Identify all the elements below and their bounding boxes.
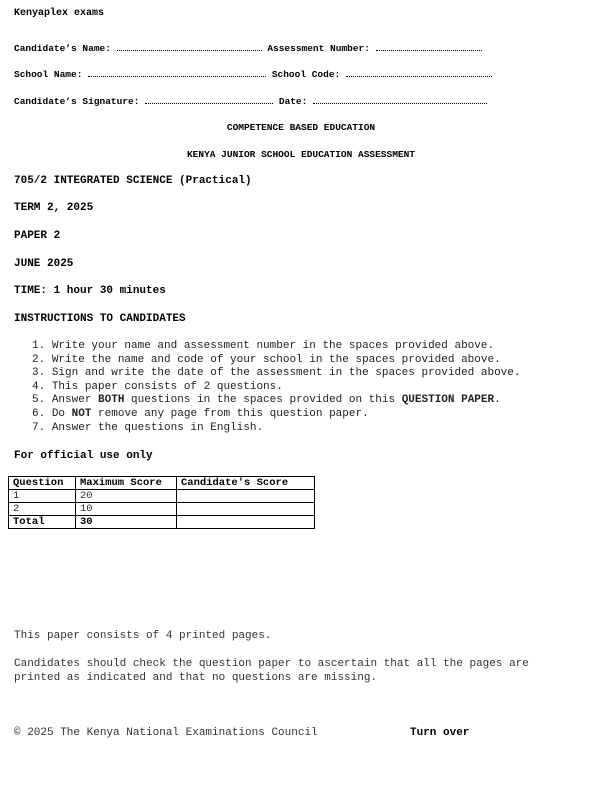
total-score-cell[interactable]	[177, 516, 315, 529]
school-code-label: School Code:	[271, 69, 341, 80]
candidate-score-cell[interactable]	[177, 503, 315, 516]
column-header: Candidate's Score	[177, 477, 315, 490]
check-note-line-1: Candidates should check the question paper to ascertain that all the pages are	[14, 658, 529, 670]
school-name-label: School Name:	[14, 69, 83, 80]
table-row	[9, 503, 315, 516]
signature-field[interactable]	[145, 95, 273, 104]
school-name-field[interactable]	[88, 68, 266, 77]
max-score-cell: 10	[76, 503, 177, 516]
question-cell: 1	[9, 490, 76, 503]
assessment-number-label: Assessment Number:	[267, 43, 370, 54]
instruction-item: 5. Answer BOTH questions in the spaces provided on this QUESTION PAPER.	[32, 394, 501, 407]
table-total-row	[9, 516, 315, 529]
subject-title: 705/2 INTEGRATED SCIENCE (Practical)	[14, 175, 252, 187]
candidate-name-row	[14, 42, 482, 54]
column-header: Maximum Score	[76, 477, 177, 490]
date-field[interactable]	[313, 95, 487, 104]
instruction-item: 1. Write your name and assessment number in the spaces provided above.	[32, 340, 495, 352]
score-table	[8, 476, 315, 529]
instruction-item: 2. Write the name and code of your school in the spaces provided above.	[32, 353, 501, 366]
cbe-title: COMPETENCE BASED EDUCATION	[226, 122, 376, 133]
brand-header: Kenyaplex exams	[14, 8, 105, 19]
school-code-field[interactable]	[346, 68, 492, 77]
paper-label: PAPER 2	[14, 230, 61, 242]
instructions-heading: INSTRUCTIONS TO CANDIDATES	[14, 313, 186, 325]
total-label-cell: Total	[9, 516, 76, 529]
instructions-list	[32, 340, 521, 435]
official-use-heading: For official use only	[14, 450, 153, 462]
instruction-item: 7. Answer the questions in English.	[32, 421, 264, 434]
term-label: TERM 2, 2025	[14, 202, 94, 214]
kjsea-title: KENYA JUNIOR SCHOOL EDUCATION ASSESSMENT	[186, 149, 416, 160]
candidate-score-cell[interactable]	[177, 490, 315, 503]
signature-row	[14, 95, 487, 107]
copyright: © 2025 The Kenya National Examinations Council	[14, 727, 318, 739]
instruction-item: 3. Sign and write the date of the assessment in the spaces provided above.	[32, 367, 521, 380]
candidate-name-label: Candidate’s Name:	[14, 43, 111, 54]
time-label: TIME: 1 hour 30 minutes	[14, 285, 166, 297]
table-row	[9, 490, 315, 503]
pages-note: This paper consists of 4 printed pages.	[14, 630, 272, 642]
school-row	[14, 68, 492, 80]
column-header: Question	[9, 477, 76, 490]
turn-over-label: Turn over	[410, 727, 470, 739]
question-cell: 2	[9, 503, 76, 516]
assessment-number-field[interactable]	[376, 42, 482, 51]
check-note-line-2: printed as indicated and that no questions are missing.	[14, 672, 378, 684]
month-label: JUNE 2025	[14, 258, 74, 270]
instruction-item: 6. Do NOT remove any page from this question paper.	[32, 407, 369, 420]
signature-label: Candidate’s Signature:	[14, 96, 140, 107]
candidate-name-field[interactable]	[117, 42, 262, 51]
instruction-item: 4. This paper consists of 2 questions.	[32, 380, 283, 393]
date-label: Date:	[278, 96, 308, 107]
table-header-row	[9, 477, 315, 490]
max-score-cell: 20	[76, 490, 177, 503]
total-max-cell: 30	[76, 516, 177, 529]
